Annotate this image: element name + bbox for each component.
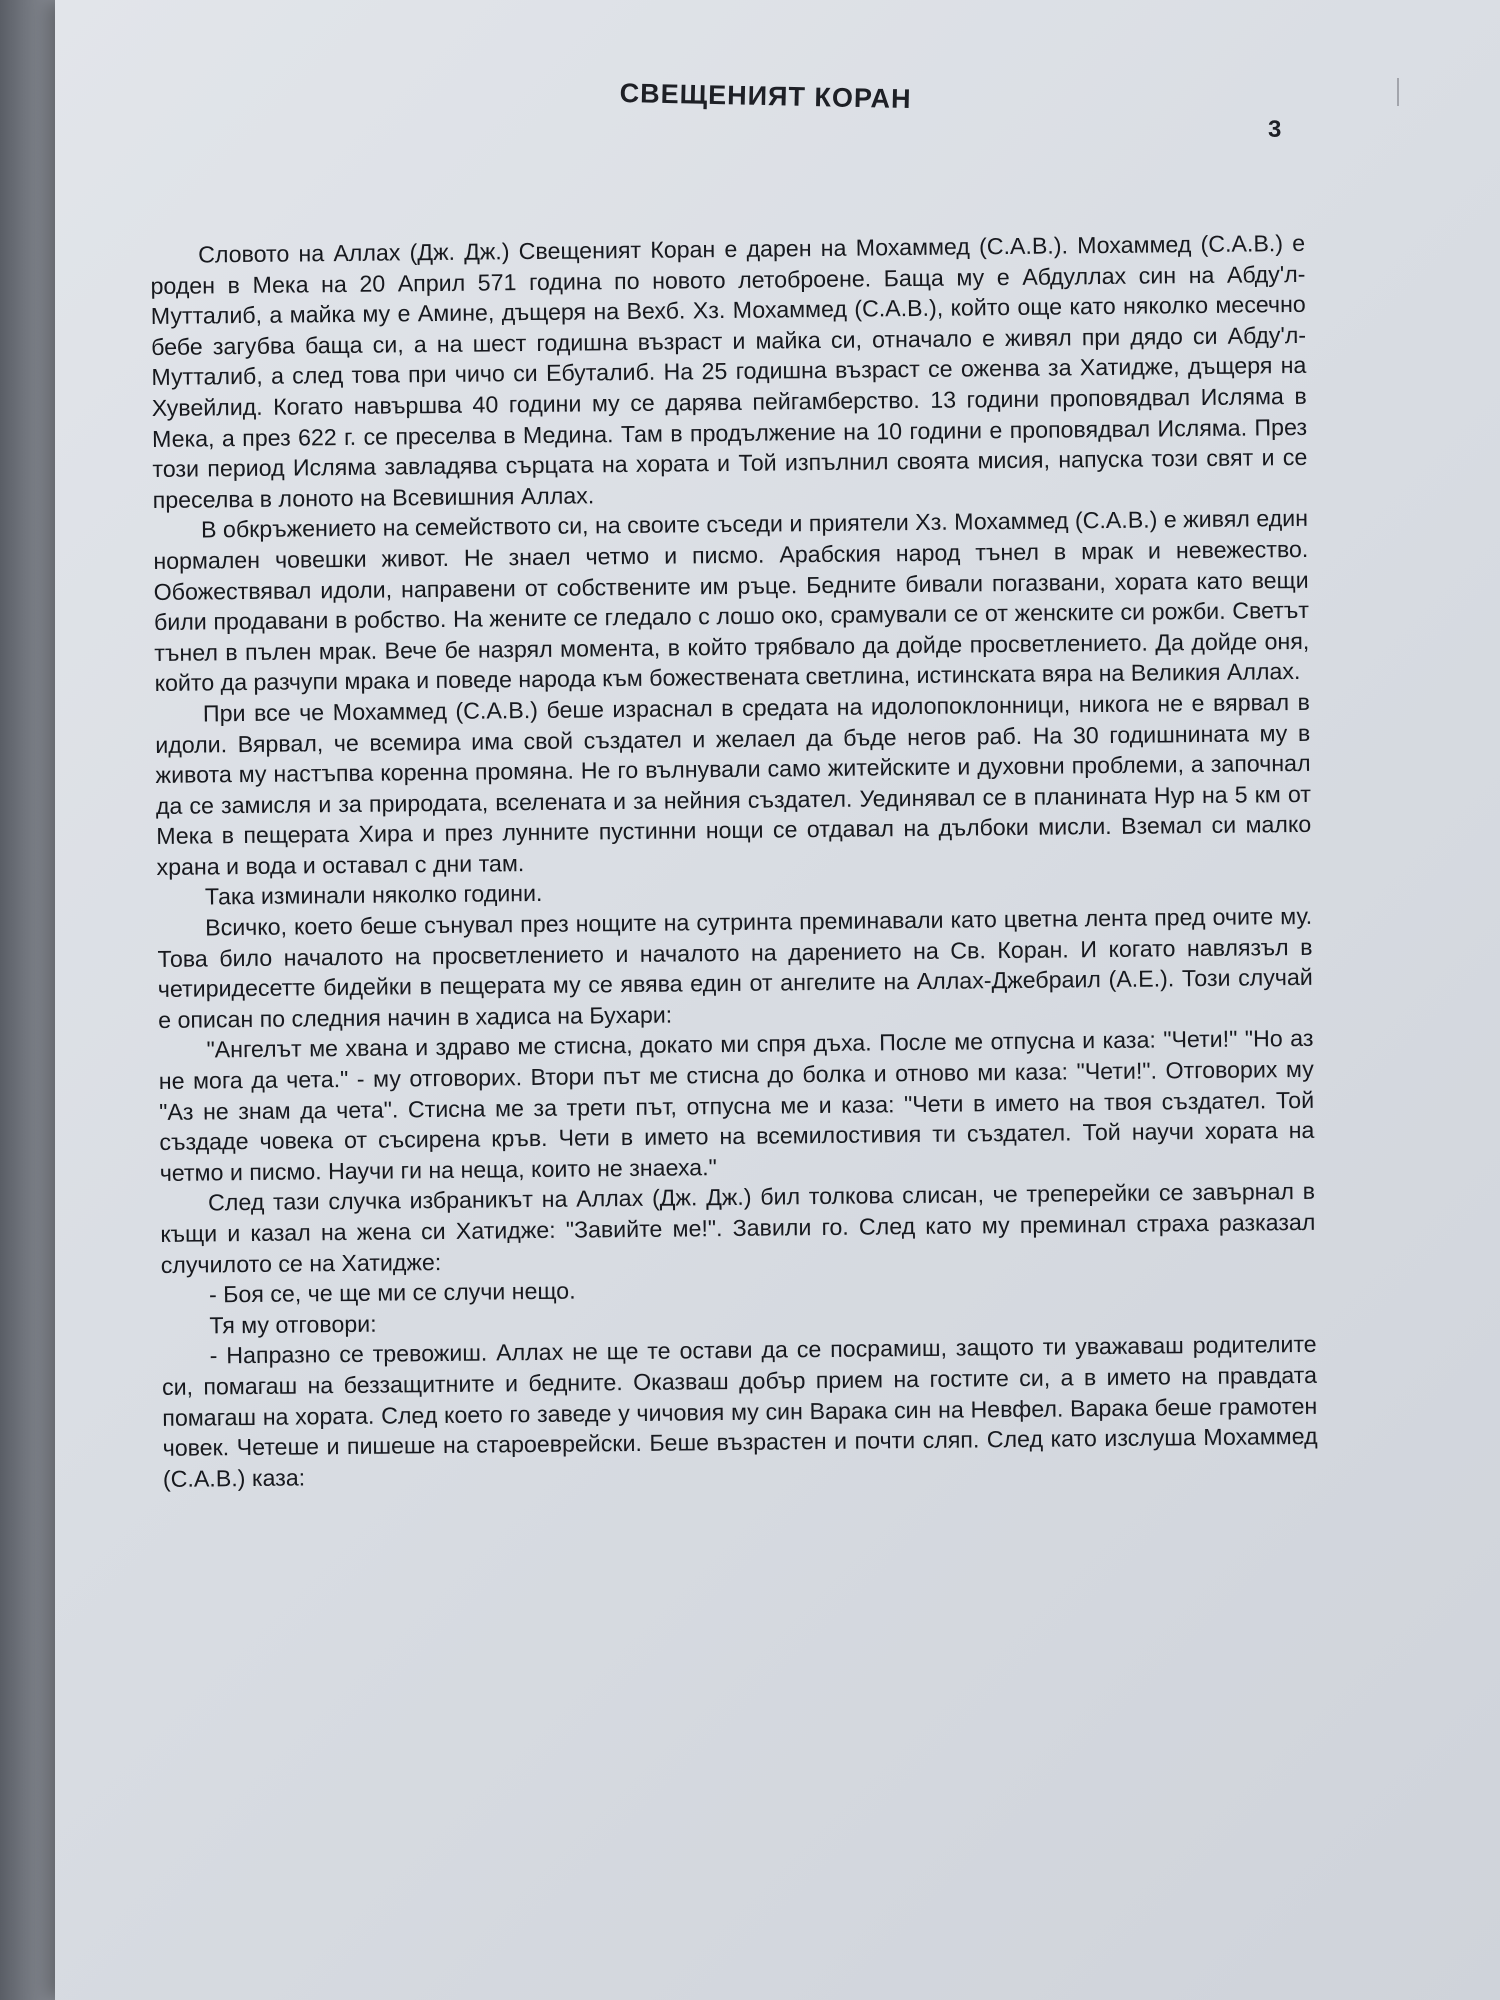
paragraph-she-answered: Тя му отговори: (209, 1310, 377, 1339)
paragraph-intro: Словото на Аллах (Дж. Дж.) Свещеният Коран е дарен на Мохаммед (С.А.В.). Мохаммед (С.А.В.) е роден в Мека на 20 Април 571 година по новото летоброене. Баща му е Абдуллах син на Абду'л-Мутталиб, а майка му е Амине, дъщеря на Вехб. Хз. Мохаммед (С.А.В.), който още като няколко месечно бебе загубва баща си, а на шест годишна възраст и майка си, отначало е живял при дядо си Абду'л-Мутталиб, а след това при чичо си Ебуталиб. На 25 годишна възраст се оженва за Хатидже, дъщеря на Хувейлид. Когато навършва 40 години му се дарява пейгамберство. 13 години проповядвал Исляма в Мека, а през 622 г. се преселва в Медина. Там в продължение на 10 години е проповядвал Исляма. През този период Исляма завладява сърцата на хората и Той изпълнил своята мисия, напуска този свят и се преселва в лоното на Всевишния Аллах. (150, 229, 1308, 513)
paragraph-return-home: След тази случка избраникът на Аллах (Дж. Дж.) бил толкова слисан, че треперейки се завърнал в къщи и казал на жена си Хатидже: "Завийте ме!". Завили го. След като му преминал страха разказал случилото се на Хатидже: (160, 1178, 1316, 1278)
paragraph-khadija-reply: - Напразно се тревожиш. Аллах не ще те остави да се посрамиш, защото ти уважаваш родителите си, помагаш на беззащитните и бедните. Оказваш добър прием на гостите си, а в името на правдата помагаш на хората. След което го заведе у чичовия му син Варака син на Невфел. Варака беше грамотен човек. Четеше и пишеше на староеврейски. Беше възрастен и почти сляп. След като изслуша Мохаммед (С.А.В.) каза: (161, 1331, 1318, 1492)
paragraph-hira-cave: При все че Мохаммед (С.А.В.) беше израснал в средата на идолопоклонници, никога не е вярвал в идоли. Вярвал, че всемира има свой създател и желаел да бъде негов раб. На 30 годишнината му в живота му настъпва коренна промяна. Не го вълнували само житейските и духовни проблеми, а започнал да се замисля и за природата, вселената и за нейния създател. Уединявал се в планината Нур на 5 км от Мека в пещерата Хира и през лунните пустинни нощи се отдавал на дълбоки мисли. Вземал си малко храна и вода и оставал с дни там. (155, 688, 1312, 880)
paragraph-family-life: В обкръжението на семейството си, на своите съседи и приятели Хз. Мохаммед (С.А.В.) е живял един нормален човешки живот. Не знаел четмо и писмо. Арабския народ тънел в мрак и невежество. Обожествявал идоли, направени от собствените им ръце. Бедните бивали погазвани, хората като вещи били продавани в робство. На жените се гледало с лошо око, срамували се от женските си рожби. Светът тънел в пълен мрак. Вече бе назрял момента, в който трябвало да дойде просветлението. Да дойде оня, който да разчупи мрака и поведе народа към божествената светлина, истинската вяра на Великия Аллах. (153, 505, 1310, 697)
paragraph-hadith-quote: "Ангелът ме хвана и здраво ме стисна, докато ми спря дъха. После ме отпусна и каза: "Чети!" "Но аз не мога да чета." - му отговорих. Втори път ме стисна до болка и отново ми каза: "Чети!". Отговорих му "Аз не знам да чета". Стисна ме за трети път, отпусна ме и каза: "Чети в името на твоя създател. Той създаде човека от съсирена кръв. Чети в името на всемилостивия ти създател. Той научи хората на четмо и писмо. Научи ги на неща, които не знаеха." (158, 1025, 1315, 1186)
paragraph-years-passed: Така изминали няколко години. (204, 880, 543, 910)
paragraph-revelation: Всичко, което беше сънувал през нощите на сутринта преминавали като цветна лента пред очите му. Това било началото на просветлението и началото на дарението на Св. Коран. И когато навлязъл в четиридесетте бидейки в пещерата му се явява един от ангелите на Аллах-Джебраил (А.Е.). Този случай е описан по следния начин в хадиса на Бухари: (157, 902, 1313, 1033)
paragraph-dialogue-fear: - Боя се, че ще ми се случи нещо. (208, 1277, 576, 1308)
page-title: СВЕЩЕНИЯТ КОРАН (619, 78, 912, 115)
body-text (150, 228, 1318, 1494)
page-number: 3 (1268, 116, 1282, 143)
margin-mark (1397, 78, 1399, 106)
